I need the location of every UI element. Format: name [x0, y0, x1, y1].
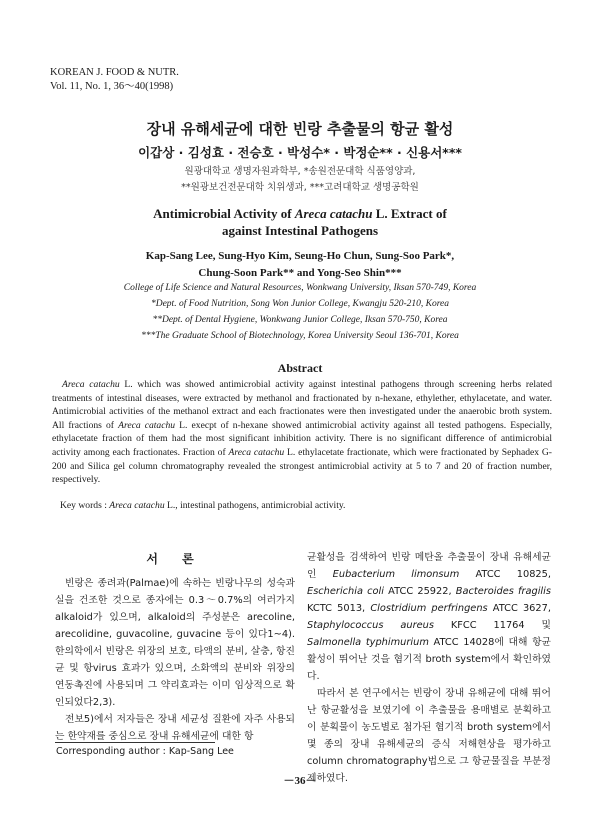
english-affiliation-4: ***The Graduate School of Biotechnology, Korea University Seoul 136-701, Korea	[141, 331, 459, 341]
text-run: 균활성을 검색하여 빈랑 메탄올 추출물이 장내 유해세균인	[307, 552, 551, 580]
text-run: KFCC 11764 및	[433, 620, 551, 631]
footnote-divider	[55, 742, 215, 743]
text-run: ATCC 10825,	[459, 569, 552, 580]
species-name: Bacteroides fragilis	[455, 586, 551, 597]
abstract-text-2: L. execpt of n-hexane showed antimicrobial activity against all tested pathogens. Especially, ethylacetate fraction of them had the most significant inhibition activity. There is no significant difference of antimicrobial activity among each fractionates. Fraction of	[52, 419, 552, 458]
intro-paragraph-3	[307, 549, 551, 685]
species-name: Salmonella typhimurium	[307, 637, 429, 648]
english-title	[0, 205, 600, 239]
english-affiliation-1: College of Life Science and Natural Resources, Wonkwang University, Iksan 570-749, Korea	[123, 283, 477, 293]
english-title-pre: Antimicrobial Activity of	[153, 206, 295, 221]
korean-title: 장내 유해세균에 대한 빈랑 추출물의 항균 활성	[146, 120, 454, 138]
species-name: Staphylococcus aureus	[307, 620, 434, 631]
abstract-species-3: Areca catachu	[228, 446, 285, 458]
keywords-rest: L., intestinal pathogens, antimicrobial activity.	[164, 500, 346, 511]
abstract-species-2: Areca catachu	[118, 419, 176, 431]
intro-paragraph-2: 전보5)에서 저자들은 장내 세균성 질환에 자주 사용되는 한약재를 중심으로 장내 유해세균에 대한 항	[55, 714, 295, 742]
corresponding-author: Corresponding author : Kap-Sang Lee	[56, 746, 234, 757]
intro-paragraph-1: 빈랑은 종려과(Palmae)에 속하는 빈랑나무의 성숙과실을 건조한 것으로 종자에는 0.3～0.7%의 여러가지 alkaloid가 있으며, alkaloid의 주성분은 arecoline, arecolidine, guvacoline, guvacine 등이 있다1~4). 한의학에서 빈랑은 위장의 보호, 타액의 분비, 살충, 항진균 및 항virus 효과가 있으며, 소화액의 분비와 위장의 연동촉진에 사용되며 그 약리효과는 이미 임상적으로 확인되었다2,3).	[55, 578, 295, 708]
keywords-label: Key words :	[60, 500, 110, 511]
english-affiliation-2: *Dept. of Food Nutrition, Song Won Junior College, Kwangju 520-210, Korea	[150, 299, 450, 309]
species-name: Clostridium perfringens	[370, 603, 488, 614]
journal-citation	[50, 66, 179, 94]
english-affiliation-3: **Dept. of Dental Hygiene, Wonkwang Junior College, Iksan 570-750, Korea	[152, 315, 448, 325]
korean-affiliation-2: **원광보건전문대학 치위생과, ***고려대학교 생명공학원	[181, 182, 419, 193]
abstract-text-3: L. ethylacetate fractionate, which were fractionated by Sephadex G-200 and Silica gel column chromatography revealed the strongest antimicrobial activity at 5 to 7 and 20 of fraction number, respectively.	[52, 446, 552, 486]
english-authors-line1: Kap-Sang Lee, Sung-Hyo Kim, Seung-Ho Chun, Sung-Soo Park*,	[145, 250, 455, 262]
korean-affiliation-1: 원광대학교 생명자원과학부, *송원전문대학 식품영양과,	[184, 166, 416, 177]
english-title-species: Areca catachu	[294, 206, 373, 221]
section-heading: 서 론	[146, 552, 204, 566]
text-run: ATCC 25922,	[383, 586, 456, 597]
intro-paragraph-4: 따라서 본 연구에서는 빈랑이 장내 유해균에 대해 뛰어난 항균활성을 보였기에 이 추출물을 용매별로 분획하고 이 분획물이 농도별로 첨가된 혐기적 broth system에서 몇 종의 장내 유해세균의 증식 저해현상을 평가하고 column chromatography법으로 그 항균물질을 부분정제하였다.	[307, 688, 551, 784]
text-run: ATCC 14028에 대해 항균활성이 뛰어난 것을 혐기적 broth system에서 확인하였다.	[307, 637, 551, 682]
species-name: Eubacterium limonsum	[332, 569, 460, 580]
species-name: Escherichia coli	[307, 586, 384, 597]
english-authors-line2: Chung-Soon Park** and Yong-Seo Shin***	[198, 267, 402, 279]
english-authors	[0, 248, 600, 282]
english-title-line2: against Intestinal Pathogens	[221, 223, 379, 238]
left-column	[55, 575, 295, 745]
english-title-post: L. Extract of	[372, 206, 447, 221]
korean-authors: 이갑상 · 김성효 · 전승호 · 박성수* · 박정순** · 신용서***	[138, 145, 462, 160]
page-number: －36－	[283, 775, 317, 787]
abstract-species-1: Areca catachu	[62, 379, 120, 390]
abstract-text-1: L. which was showed antimicrobial activity against intestinal pathogens through screening herbs related treatments of intestinal diseases, were extracted by methanol and fractionated by n-hexane, ethylether, ethylacetate, and water. Antimicrobial activities of the methanol extract and each fractionates were then investigated under the anaerobic broth system. All fractions of	[52, 379, 552, 431]
abstract-heading: Abstract	[277, 361, 323, 375]
text-run: ATCC 3627,	[487, 603, 551, 614]
journal-name: KOREAN J. FOOD & NUTR.	[50, 67, 179, 78]
right-column	[307, 549, 551, 787]
text-run: KCTC 5013,	[307, 603, 371, 614]
abstract-body	[52, 378, 552, 487]
keywords	[60, 500, 560, 511]
journal-volume: Vol. 11, No. 1, 36～40(1998)	[50, 81, 174, 92]
keywords-species: Areca catachu	[109, 500, 165, 511]
